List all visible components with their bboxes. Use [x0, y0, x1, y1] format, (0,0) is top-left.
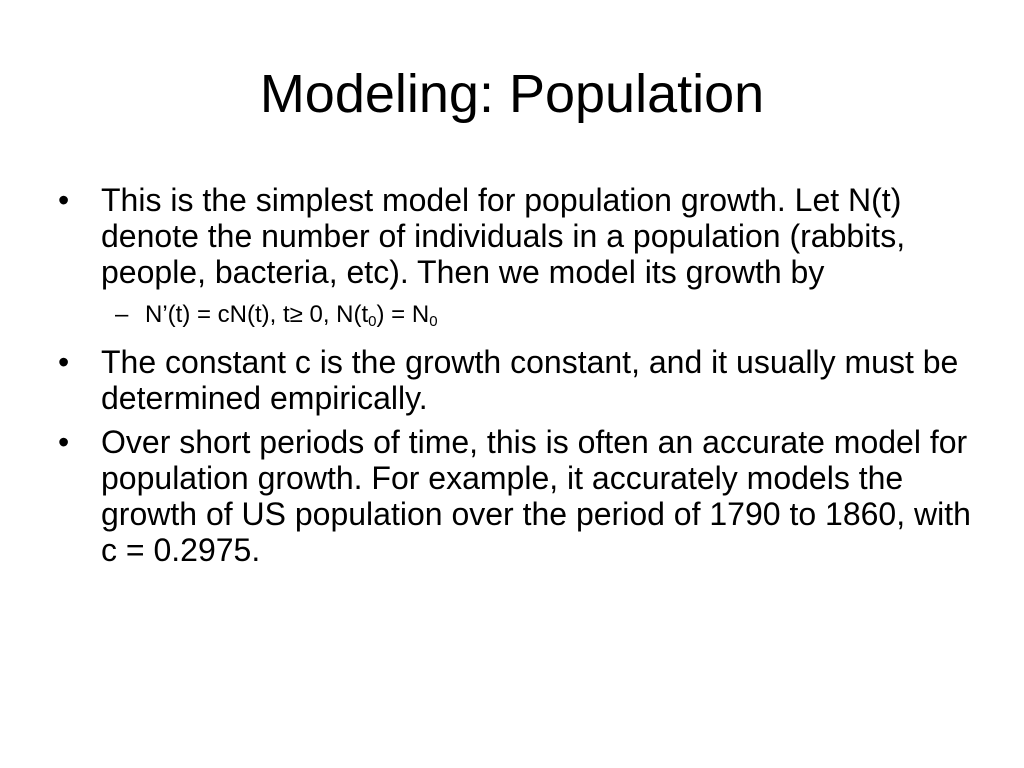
slide-title: Modeling: Population — [259, 64, 765, 124]
equation-text — [145, 301, 438, 328]
bullet-text: This is the simplest model for population growth. Let N(t) denote the number of individuals in a population (rabbits, people, bacteria, etc). Then we model its growth by — [101, 182, 906, 290]
bullet-item — [58, 182, 978, 290]
bullet-marker: • — [58, 344, 70, 380]
equation-subscript-2: 0 — [429, 313, 438, 330]
sub-bullet-marker: – — [115, 301, 129, 328]
equation-item — [58, 300, 978, 330]
bullet-marker: • — [58, 182, 70, 218]
bullet-item — [58, 424, 978, 568]
bullet-item — [58, 344, 978, 416]
equation-subscript-1: 0 — [368, 313, 377, 330]
bullet-text: Over short periods of time, this is often an accurate model for population growth. For example, it accurately models the growth of US population over the period of 1790 to 1860, with c = 0.2975. — [101, 424, 971, 568]
slide-body — [58, 182, 978, 576]
bullet-text: The constant c is the growth constant, and it usually must be determined empirically. — [101, 344, 959, 416]
equation-part-1: N’(t) = cN(t), t≥ 0, N(t — [145, 301, 369, 328]
equation-part-2: ) = N — [376, 301, 430, 328]
bullet-marker: • — [58, 424, 70, 460]
